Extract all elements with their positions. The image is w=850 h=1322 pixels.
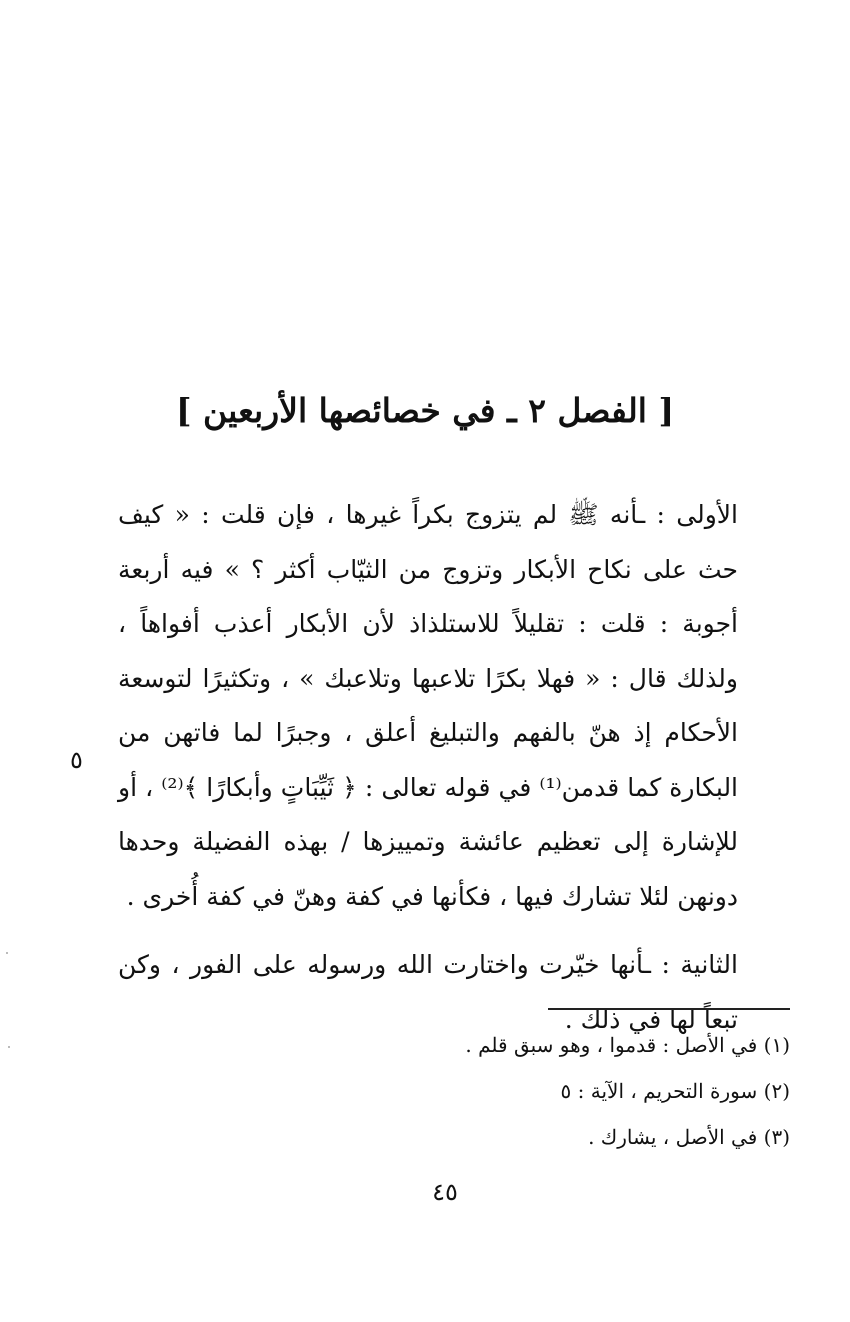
footnote-3: (٣) في الأصل ، يشارك .	[588, 1125, 790, 1149]
footnotes	[330, 1022, 790, 1160]
scan-speck	[6, 952, 8, 954]
page-number: ٤٥	[432, 1178, 458, 1206]
margin-line-number: ٥	[70, 746, 83, 774]
scan-speck	[8, 1046, 10, 1048]
chapter-title: [ الفصل ٢ ـ في خصائصها الأربعين ]	[175, 391, 675, 431]
main-text	[118, 488, 738, 1047]
footnote-1: (١) في الأصل : قدموا ، وهو سبق قلم .	[465, 1033, 790, 1057]
paragraph-first-trait: الأولى : ـأنه ﷺ لم يتزوج بكراً غيرها ، فإن قلت : « كيف حث على نكاح الأبكار وتزوج من الثيّاب أكثر ؟ » فيه أربعة أجوبة : قلت : تقليلاً للاستلذاذ لأن الأبكار أعذب أفواهاً ، ولذلك قال : « فهلا بكرًا تلاعبها وتلاعبك » ، وتكثيرًا لتوسعة الأحكام إذ هنّ بالفهم والتبليغ أعلق ، وجبرًا لما فاتهن من البكارة كما قدمن⁽¹⁾ في قوله تعالى : ﴿ ثَيِّبَاتٍ وأبكارًا ﴾⁽²⁾ ، أو للإشارة إلى تعظيم عائشة وتمييزها / بهذه الفضيلة وحدها دونهن لئلا تشارك فيها ، فكأنها في كفة وهنّ في كفة أُخرى .	[118, 500, 739, 911]
footnote-divider	[548, 1008, 790, 1010]
paragraph-second-trait: الثانية : ـأنها خيّرت واختارت الله ورسوله على الفور ، وكن تبعاً لها في ذلك .	[118, 950, 738, 1034]
footnote-2: (٢) سورة التحريم ، الآية : ٥	[560, 1079, 790, 1103]
